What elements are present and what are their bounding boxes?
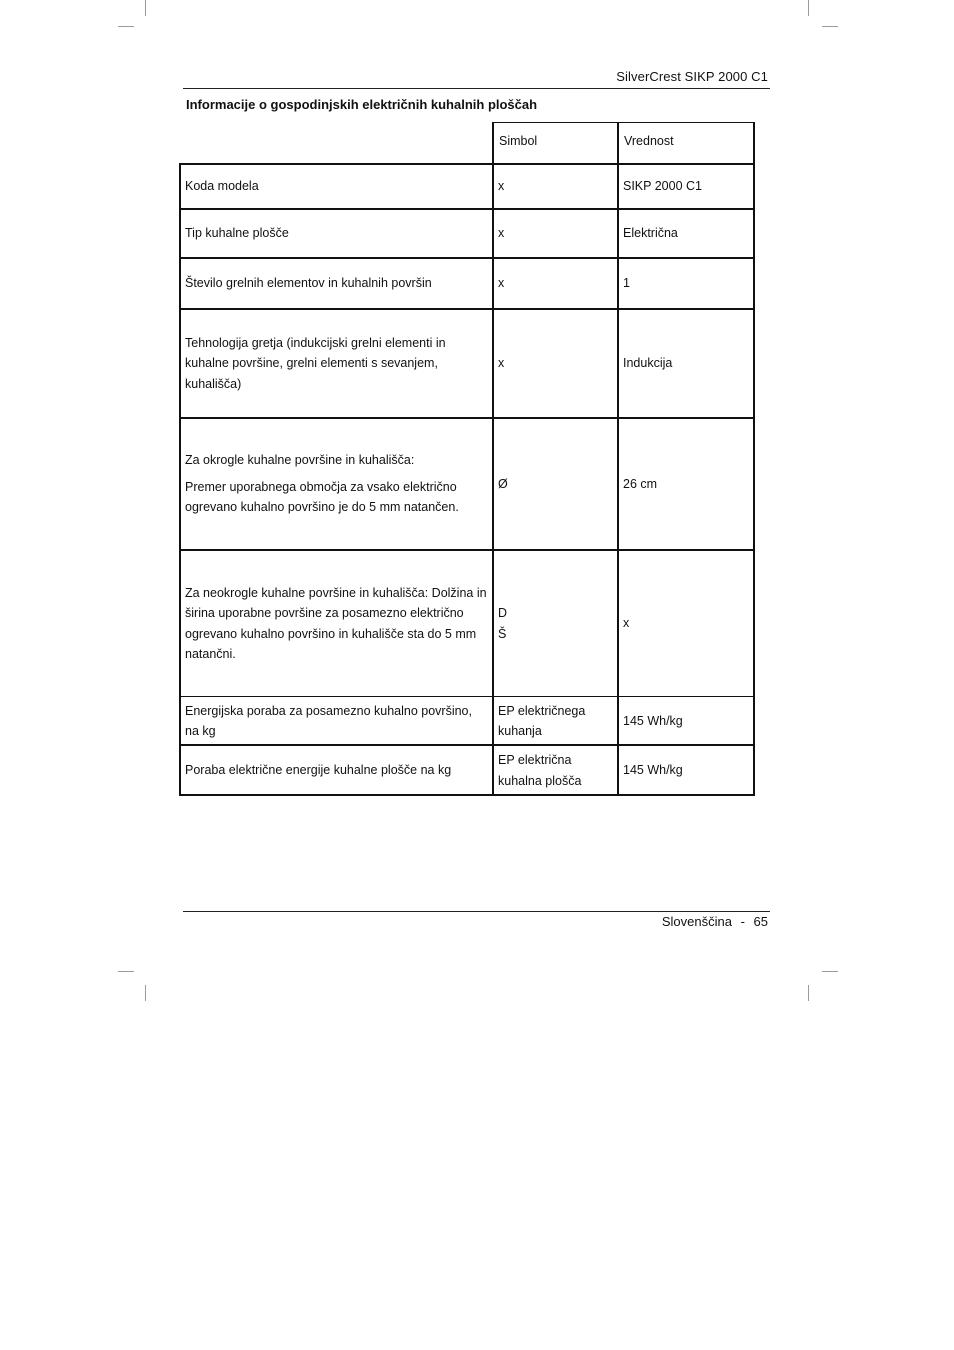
cell-line: Indukcija [623,356,673,371]
table-cell-label [185,760,451,781]
crop-mark [808,985,809,1001]
table-border [179,696,755,697]
cell-line: x [498,356,505,371]
cell-line: Energijska poraba za posamezno kuhalno površino, [185,703,472,718]
table-border [179,208,755,210]
footer-language: Slovenščina [661,914,732,929]
table-cell-symbol [498,474,508,495]
cell-line: x [498,276,505,291]
table-cell-value [623,613,629,634]
crop-mark [118,971,134,972]
cell-line: Število grelnih elementov in kuhalnih površin [185,276,432,291]
table-border [492,122,755,123]
table-cell-label [185,273,432,294]
crop-mark [145,985,146,1001]
cell-line: Š [498,626,507,641]
table-cell-symbol [498,603,507,644]
cell-line: SIKP 2000 C1 [623,179,702,194]
table-cell-value [623,760,683,781]
crop-mark [808,0,809,16]
cell-line: Tip kuhalne plošče [185,226,289,241]
crop-mark [145,0,146,16]
cell-line: EP električna [498,753,572,767]
cell-line: 145 Wh/kg [623,713,683,728]
table-cell-label [185,450,459,518]
crop-mark [822,971,838,972]
cell-line: Koda modela [185,179,259,194]
table-cell-label [185,701,472,742]
table-border [492,122,494,796]
table-cell-value [623,223,678,244]
cell-line: širina uporabne površine za posamezno električno [185,606,464,620]
cell-line: ogrevano kuhalno površino in kuhališče sta do 5 mm [185,626,477,641]
table-cell-symbol [498,750,581,791]
table-cell-label [185,176,259,197]
footer-separator: - [740,914,745,929]
table-cell-symbol [498,273,504,294]
cell-line: 1 [623,276,630,291]
cell-line: EP električnega [498,703,586,718]
cell-paragraph [185,477,459,518]
cell-line: kuhalna plošča [498,773,582,788]
column-header-symbol: Simbol [499,134,538,148]
table-cell-symbol [498,223,504,244]
cell-line: 26 cm [623,476,658,491]
header-rule [183,88,770,89]
table-cell-label [185,583,487,665]
cell-line: Premer uporabnega območja za vsako električno [185,479,457,494]
cell-line: kuhanja [498,724,542,738]
table-border [179,744,755,746]
page-number: 65 [753,914,768,929]
cell-line: x [498,226,505,241]
table-border [179,163,755,165]
cell-line: kuhališča) [185,376,242,391]
table-cell-value [623,474,657,495]
page-footer [560,914,768,929]
footer-rule [183,911,770,912]
crop-mark [118,26,134,27]
table-cell-symbol [498,176,504,197]
running-header: SilverCrest SIKP 2000 C1 [616,69,768,84]
table-border [179,549,755,551]
cell-line: natančni. [185,647,236,661]
table-cell-value [623,353,672,374]
cell-line: 145 Wh/kg [623,763,683,778]
cell-line: D [498,606,508,620]
table-border [617,122,619,796]
table-cell-value [623,176,702,197]
cell-line: Električna [623,226,678,241]
table-cell-symbol [498,353,504,374]
cell-line: x [498,179,505,194]
table-cell-label [185,333,446,395]
table-border [179,257,755,259]
cell-line: Za okrogle kuhalne površine in kuhališča: [185,453,415,468]
table-cell-symbol [498,701,585,742]
cell-line: na kg [185,724,216,738]
table-cell-value [623,273,630,294]
cell-line: ogrevano kuhalno površino je do 5 mm natančen. [185,500,459,515]
crop-mark [822,26,838,27]
table-border [179,308,755,310]
cell-line: Tehnologija gretja (indukcijski grelni elementi in [185,335,446,350]
table-border [179,794,755,796]
cell-line: x [623,616,630,631]
specification-table [179,122,755,796]
cell-line: Za neokrogle kuhalne površine in kuhališča: Dolžina in [185,585,487,600]
table-cell-label [185,223,289,244]
table-cell-value [623,711,683,732]
cell-line: Poraba električne energije kuhalne plošče na kg [185,763,452,778]
column-header-value: Vrednost [624,134,674,148]
cell-line: Ø [498,476,508,491]
page-title: Informacije o gospodinjskih električnih kuhalnih ploščah [186,97,538,112]
table-border [179,417,755,419]
cell-line: kuhalne površine, grelni elementi s sevanjem, [185,356,438,371]
table-border [753,122,755,796]
